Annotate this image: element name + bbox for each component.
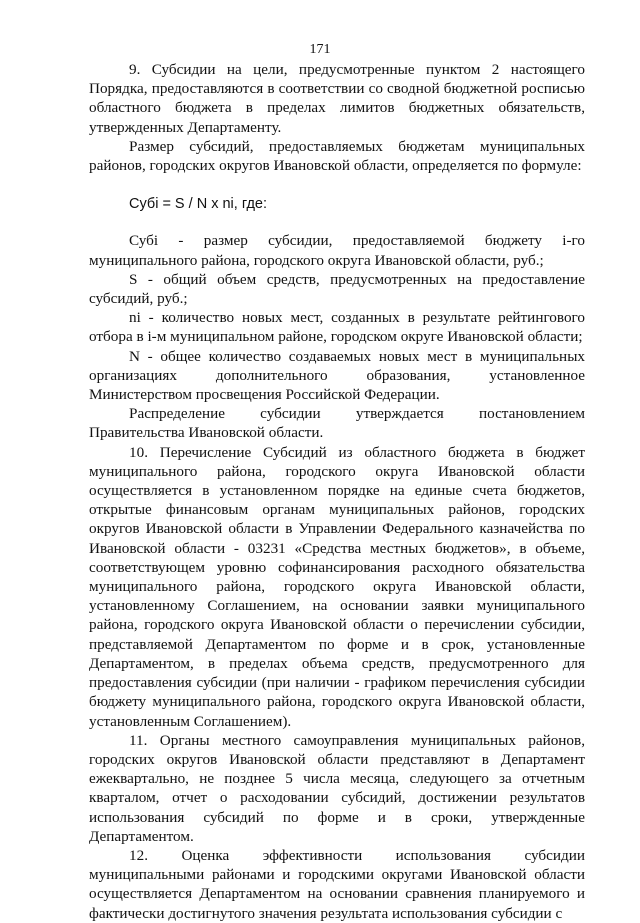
- paragraph-10: 10. Перечисление Субсидий из областного бюджета в бюджет муниципального района, городского округа Ивановской области осуществляется в установленном порядке на единые счета бюджетов, открытые финансовым органам муниципальных районов, городских округов Ивановской области в Управлении Федерального казначейства по Ивановской области - 03231 «Средства местных бюджетов», в объеме, соответствующем уровню софинансирования расходного обязательства муниципального района, городского округа Ивановской области, установленному Соглашением, на основании заявки муниципального района, городского округа Ивановской области о перечислении субсидии, представляемой Департаментом по форме и в срок, установленные Департаментом, в пределах объема средств, предусмотренного для предоставления субсидии (при наличии - графиком перечисления субсидии бюджету муниципального района, городского округа Ивановской области, установленным Соглашением).: [89, 443, 585, 730]
- paragraph-subsidy-size: Размер субсидий, предоставляемых бюджетам муниципальных районов, городских округов Ивановской области, определяется по формуле:: [89, 137, 585, 175]
- paragraph-9: 9. Субсидии на цели, предусмотренные пунктом 2 настоящего Порядка, предоставляются в соответствии со сводной бюджетной росписью областного бюджета в пределах лимитов бюджетных обязательств, утвержденных Департаменту.: [89, 61, 585, 136]
- paragraph-distribution: Распределение субсидии утверждается постановлением Правительства Ивановской области.: [89, 405, 585, 442]
- definition-s: S - общий объем средств, предусмотренных на предоставление субсидий, руб.;: [89, 270, 585, 308]
- document-body: [89, 60, 585, 923]
- paragraph-11: 11. Органы местного самоуправления муниципальных районов, городских округов Ивановской области представляют в Департамент ежеквартально, не позднее 5 числа месяца, следующего за отчетным кварталом, отчет о расходовании субсидий, достижении результатов использования субсидий по форме и в сроки, утвержденные Департаментом.: [89, 731, 585, 845]
- formula: [89, 194, 585, 214]
- page-number: 171: [309, 42, 331, 57]
- definition-ni: ni - количество новых мест, созданных в результате рейтингового отбора в i-м муниципальном районе, городском округе Ивановской области;: [89, 309, 585, 346]
- paragraph-12: 12. Оценка эффективности использования субсидии муниципальными районами и городскими округами Ивановской области осуществляется Департаментом на основании сравнения планируемого и фактически достигнутого значения результата использования субсидии с: [89, 846, 585, 922]
- definition-subi: Субi - размер субсидии, предоставляемой бюджету i-го муниципального района, городского округа Ивановской области, руб.;: [89, 232, 585, 269]
- formula-text: Субi = S / N x ni, где:: [129, 196, 268, 213]
- definition-n: N - общее количество создаваемых новых мест в муниципальных организациях дополнительного образования, установленное Министерством просвещения Российской Федерации.: [89, 347, 585, 404]
